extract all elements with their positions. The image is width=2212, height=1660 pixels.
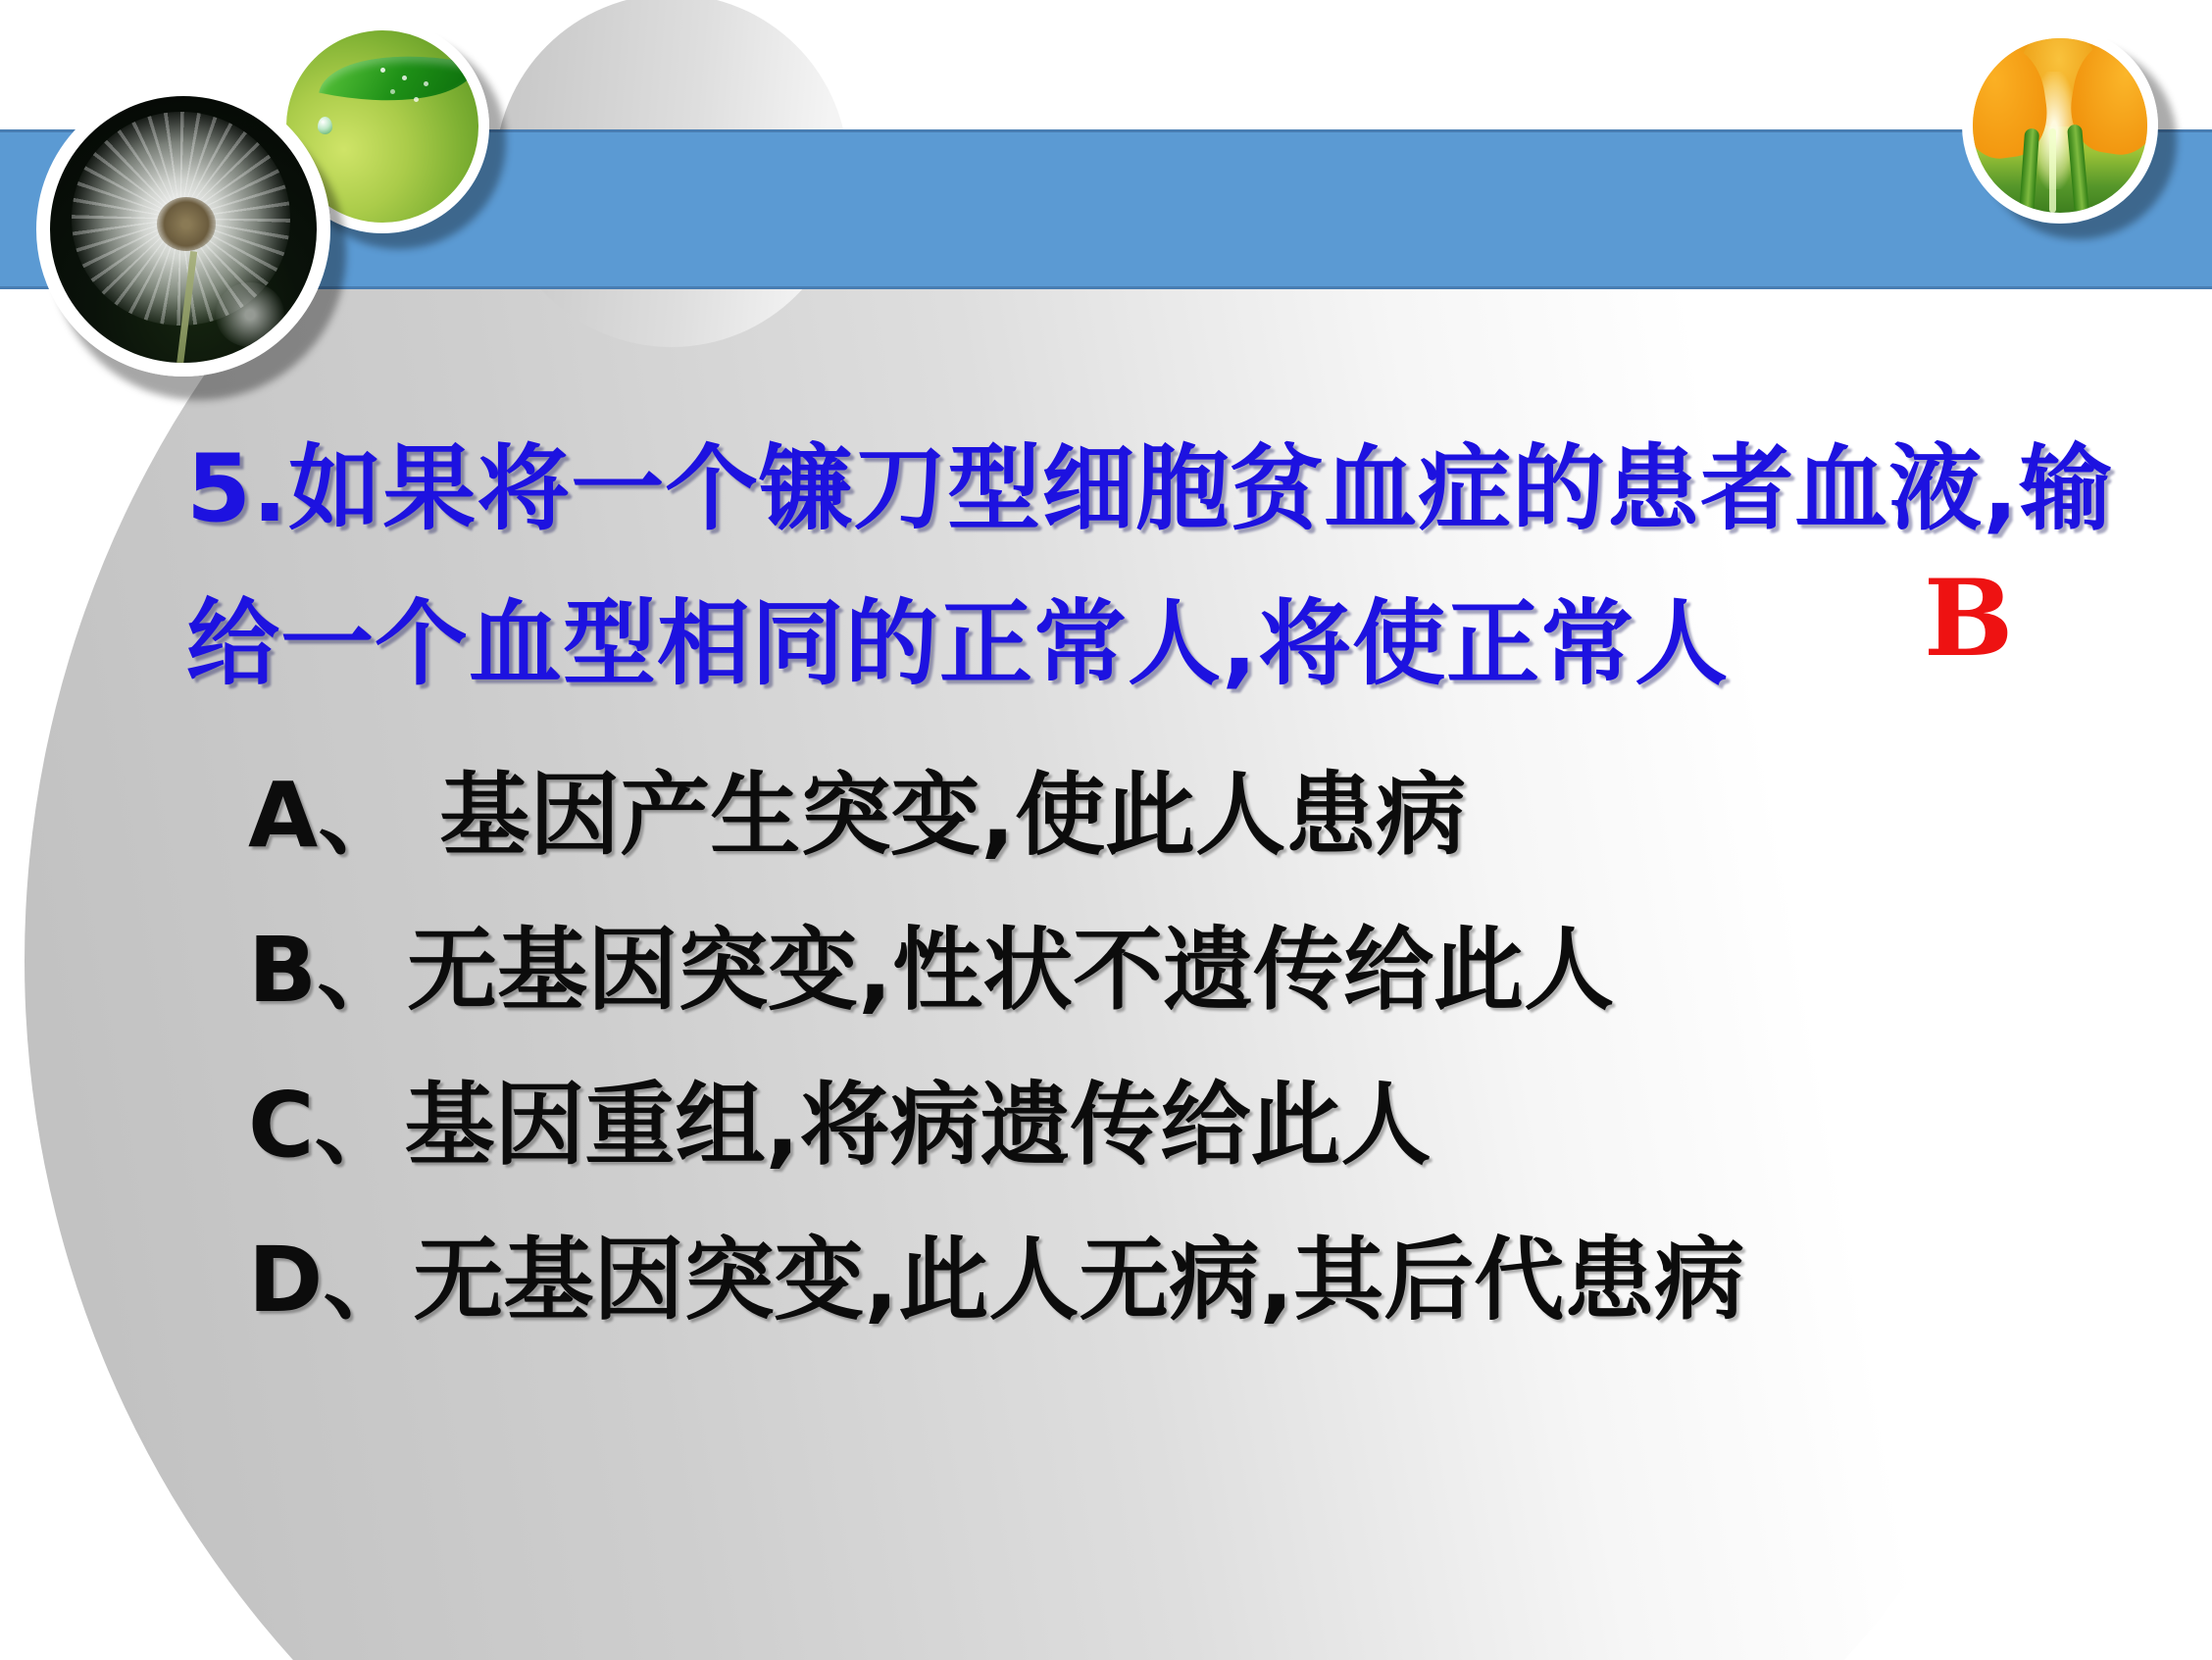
dandelion-photo-circle xyxy=(36,82,330,377)
dandelion-photo xyxy=(36,82,330,377)
dew-dots xyxy=(380,68,385,73)
answer-letter: B xyxy=(1924,557,2014,680)
option-a: A、 基因产生突变,使此人患病 xyxy=(248,763,1467,868)
option-b: B、无基因突变,性状不遗传给此人 xyxy=(248,918,1615,1023)
tulip-stem-highlight xyxy=(2049,128,2056,213)
leaf-blade-shape xyxy=(319,33,478,124)
option-c: C、基因重组,将病遗传给此人 xyxy=(248,1073,1432,1178)
yellow-tulips-photo xyxy=(1962,27,2158,224)
option-d: D、无基因突变,此人无病,其后代患病 xyxy=(248,1228,1745,1333)
tulip-photo-circle xyxy=(1962,27,2158,224)
water-drop-shape xyxy=(318,117,332,134)
dandelion-secondary-fluff xyxy=(216,282,285,346)
question-line-1: 5.如果将一个镰刀型细胞贫血症的患者血液,输 xyxy=(186,435,2114,543)
dandelion-seed-core xyxy=(157,197,216,250)
question-line-2: 给一个血型相同的正常人,将使正常人 xyxy=(186,590,1730,698)
